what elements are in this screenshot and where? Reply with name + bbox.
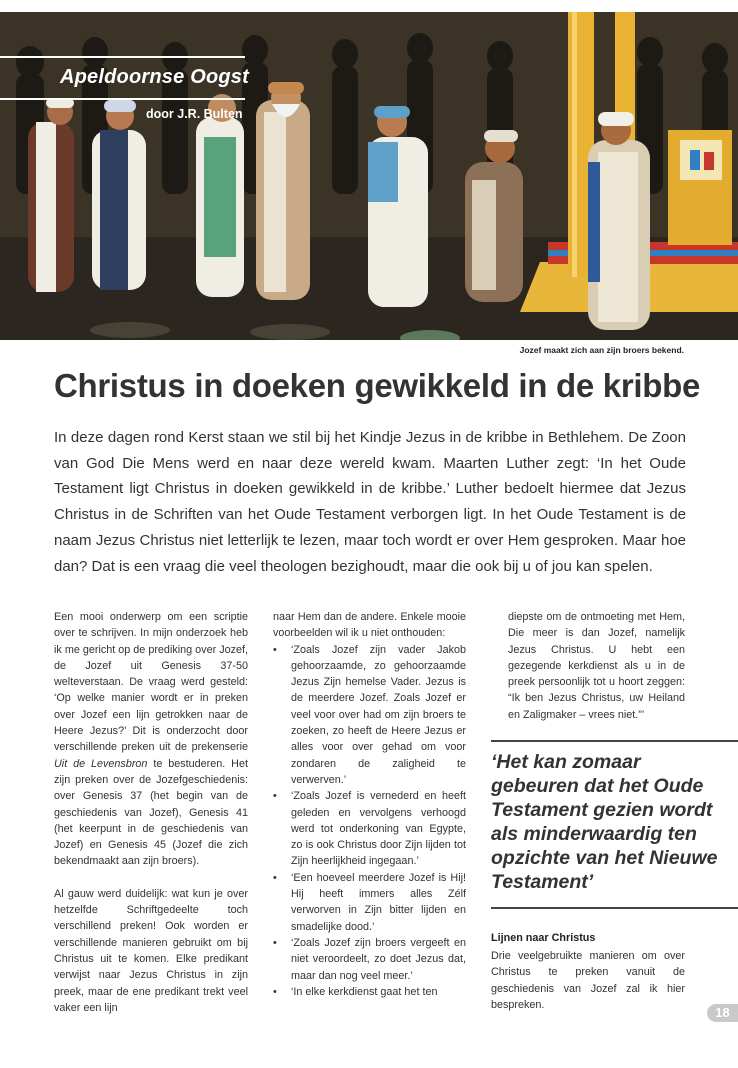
page-number-badge: 18 bbox=[707, 1004, 738, 1022]
brother-figure-4 bbox=[256, 82, 310, 300]
quote-list bbox=[273, 642, 466, 1001]
masthead-rule-top bbox=[0, 56, 245, 58]
joseph-figure bbox=[588, 112, 650, 330]
article-intro: In deze dagen rond Kerst staan we stil bij het Kindje Jezus in de kribbe in Bethlehem. De Zoon van God Die Mens werd en naar deze wereld kwam. Maarten Luther zegt: ‘In het Oude Testament ligt Christus in doeken gewikkeld in de kribbe.’ Luther bedoelt hiermee dat Jezus Christus in de Schriften van het Oude Testament verborgen ligt. In het Oude Testament is de naam Jezus Christus niet letterlijk te lezen, maar toch wordt er over Hem gesproken. Maar hoe dan? Dat is een vraag die veel theologen bezighoudt, maar die ook bij u of jou kan spelen. bbox=[54, 429, 686, 575]
brother-figure-3 bbox=[196, 94, 244, 297]
list-item: • ‘Zoals Jozef zijn broers vergeeft en niet veroordeelt, zo doet Jezus dat, maar dan nog veel meer.’ bbox=[273, 935, 466, 984]
hero-illustration bbox=[0, 12, 738, 340]
series-title: Uit de Levensbron bbox=[54, 757, 148, 770]
body-column-1 bbox=[54, 609, 248, 1016]
paragraph: naar Hem dan de andere. Enkele mooie voorbeelden wil ik u niet onthouden: bbox=[273, 611, 466, 640]
pullquote-rule-top bbox=[491, 740, 738, 742]
brother-figure-1 bbox=[28, 98, 74, 292]
masthead-title: Apeldoornse Oogst bbox=[60, 66, 249, 88]
section-subhead: Lijnen naar Christus bbox=[491, 932, 596, 944]
joseph-brothers-illustration bbox=[0, 12, 738, 340]
list-item: • ‘Zoals Jozef zijn vader Jakob gehoorzaamde, zo gehoorzaamde Jezus Zijn hemelse Vader. Jezus is de meerdere Jozef. Zoals Jozef er veel voor over had om zijn broers te zoeken, zo heeft de Heere Jezus er alles voor over gehad om voor zondaren de zaligheid te verwerven.’ bbox=[273, 642, 466, 789]
pullquote-rule-bottom bbox=[491, 907, 738, 909]
paragraph bbox=[54, 609, 248, 870]
list-item: • ‘In elke kerkdienst gaat het ten bbox=[273, 984, 466, 1000]
pullquote: ‘Het kan zomaar gebeuren dat het Oude Testament gezien wordt als minderwaardig ten opzichte van het Nieuwe Testament’ bbox=[491, 751, 718, 893]
list-item: • ‘Een hoeveel meerdere Jozef is Hij! Hij heeft immers alles Zélf verworven in Zijn bitter lijden en smadelijke dood.’ bbox=[273, 870, 466, 935]
article-title: Christus in doeken gewikkeld in de kribbe bbox=[54, 367, 701, 404]
paragraph-text: Een mooi onderwerp om een scriptie over te schrijven. In mijn onderzoek heb ik me gericht op de prediking over Jozef, de Jozef uit Genesis 37-50 welteverstaan. De vraag werd gesteld: ‘Op welke manier wordt er in preken over Jozef een lijn getrokken naar de Heere Jezus?’ Dit is onderzocht door verschillende preken uit de prekenserie bbox=[54, 611, 248, 754]
masthead-rule-bottom bbox=[0, 98, 245, 100]
paragraph: Al gauw werd duidelijk: wat kun je over hetzelfde Schriftgedeelte toch verschillend preken! Ook worden er verschillende manieren gebruikt om bij Christus uit te komen. Elke predikant verwijst naar Jezus Christus in zijn preek, maar de ene predikant trekt veel vaker een lijn bbox=[54, 887, 248, 1014]
column-3-continuation: diepste om de ontmoeting met Hem, Die meer is dan Jozef, namelijk Jezus Christus. U hebt een gezegende kerkdienst als u in de preek persoonlijk tot u hoort zeggen: “Ik ben Jezus Christus, uw Heiland en Zaligmaker – vrees niet.”’ bbox=[508, 611, 685, 721]
paragraph: Drie veelgebruikte manieren om over Christus te preken vanuit de geschiedenis van Jozef zal ik hier bespreken. bbox=[491, 950, 685, 1011]
paragraph-text: te bestuderen. Het zijn preken over de Jozefgeschiedenis: over Genesis 37 (het begin van de geschiedenis van Jozef), Genesis 41 (het keerpunt in de geschiedenis van Jozef) en Genesis 45 (Jozef die zich bekendmaakt aan zijn broers). bbox=[54, 757, 248, 868]
body-column-2 bbox=[273, 609, 466, 1000]
list-item: • ‘Zoals Jozef is vernederd en heeft geleden en vervolgens verhoogd werd tot onderkoning van Egypte, zo is ook Christus door Zijn lijden tot Zijn heerlijkheid ingegaan.’ bbox=[273, 788, 466, 869]
image-caption: Jozef maakt zich aan zijn broers bekend. bbox=[519, 345, 684, 355]
masthead-author: door J.R. Bulten bbox=[146, 107, 243, 121]
